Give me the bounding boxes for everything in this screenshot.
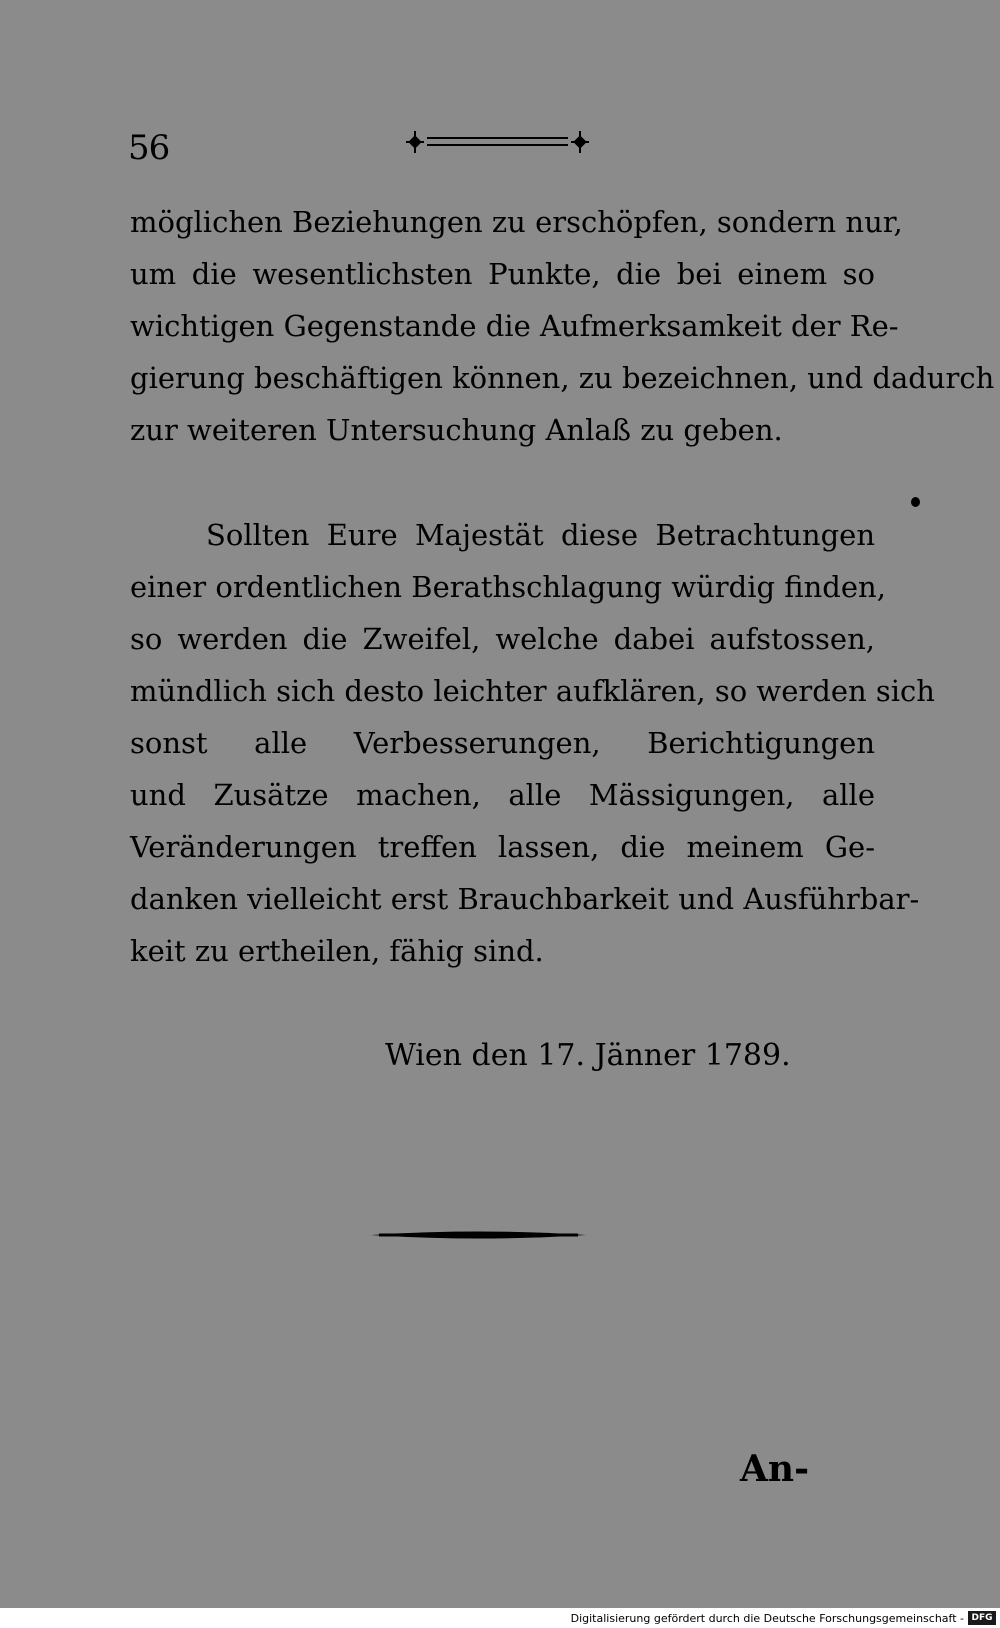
- text-line: einer ordentlichen Berathschlagung würdig finden,: [130, 570, 886, 604]
- text-line: und Zusätze machen, alle Mässigungen, alle: [130, 778, 875, 812]
- text-line: so werden die Zweifel, welche dabei aufstossen,: [130, 622, 875, 656]
- text-line: mündlich sich desto leichter aufklären, so werden sich: [130, 674, 935, 708]
- text-line: danken vielleicht erst Brauchbarkeit und Ausführbar-: [130, 882, 920, 916]
- paragraph-2: [130, 509, 935, 977]
- text-line: wichtigen Gegenstande die Aufmerksamkeit der Re-: [130, 309, 899, 343]
- text-line: gierung beschäftigen können, zu bezeichnen, und dadurch: [130, 361, 995, 395]
- page-number: 56: [128, 128, 170, 168]
- footer-bar: [0, 1608, 1000, 1628]
- ink-speck: [911, 497, 920, 507]
- dateline: Wien den 17. Jänner 1789.: [385, 1038, 791, 1073]
- text-line: um die wesentlichsten Punkte, die bei einem so: [130, 257, 875, 291]
- footer-credit: Digitalisierung gefördert durch die Deutsche Forschungsgemeinschaft -: [570, 1612, 964, 1625]
- text-line: zur weiteren Untersuchung Anlaß zu geben.: [130, 413, 783, 447]
- end-rule-ornament: [371, 1229, 586, 1241]
- text-line: sonst alle Verbesserungen, Berichtigungen: [130, 726, 875, 760]
- dfg-logo: DFG: [968, 1611, 996, 1625]
- text-line: keit zu ertheilen, fähig sind.: [130, 934, 544, 968]
- paragraph-1: [130, 196, 995, 456]
- text-line: Sollten Eure Majestät diese Betrachtungen: [206, 518, 875, 552]
- text-line: Veränderungen treffen lassen, die meinem Ge-: [130, 830, 875, 864]
- text-line: möglichen Beziehungen zu erschöpfen, sondern nur,: [130, 205, 903, 239]
- catchword: An-: [740, 1448, 810, 1490]
- header-ornament: [405, 128, 590, 158]
